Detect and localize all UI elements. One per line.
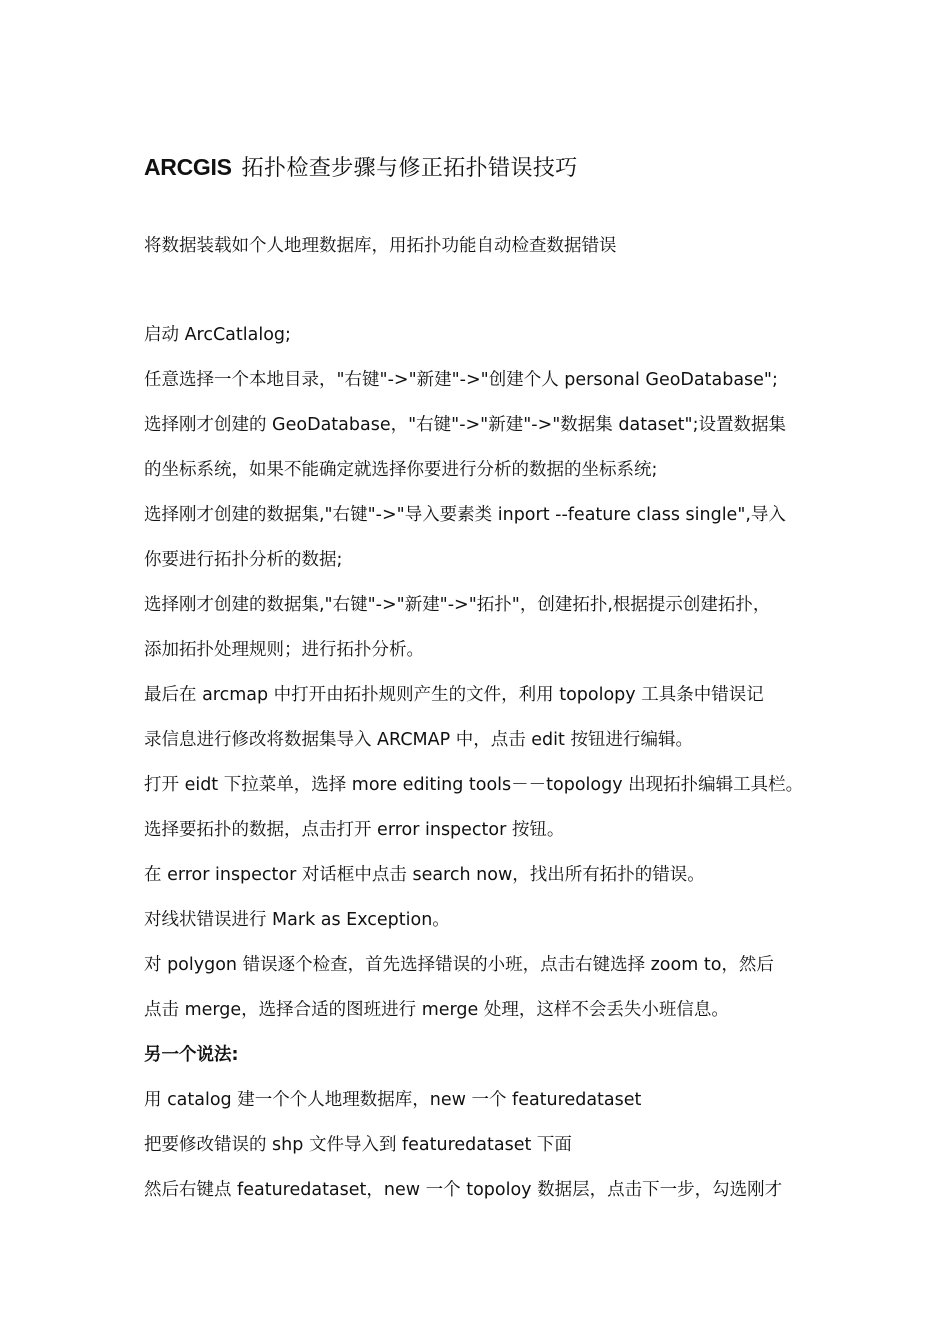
- text-line: 选择刚才创建的 GeoDatabase，"右键"->"新建"->"数据集 dataset";设置数据集: [144, 415, 786, 435]
- text-line: 然后右键点 featuredataset，new 一个 topoloy 数据层，点击下一步，勾选刚才: [144, 1180, 783, 1200]
- text-line: 打开 eidt 下拉菜单，选择 more editing tools－－topology 出现拓扑编辑工具栏。: [144, 775, 804, 795]
- text-line: 在 error inspector 对话框中点击 search now，找出所有拓扑的错误。: [144, 865, 705, 885]
- document-title: [144, 150, 844, 184]
- text-line: 对线状错误进行 Mark as Exception。: [144, 910, 450, 930]
- text-line: 任意选择一个本地目录，"右键"->"新建"->"创建个人 personal GeoDatabase";: [144, 370, 778, 390]
- text-line: 添加拓扑处理规则；进行拓扑分析。: [144, 640, 424, 660]
- text-line: 录信息进行修改将数据集导入 ARCMAP 中，点击 edit 按钮进行编辑。: [144, 730, 693, 750]
- text-line: 点击 merge，选择合适的图班进行 merge 处理，这样不会丢失小班信息。: [144, 1000, 729, 1020]
- title-english: ARCGIS: [144, 154, 232, 180]
- intro-paragraph: 将数据装载如个人地理数据库，用拓扑功能自动检查数据错误: [144, 236, 617, 256]
- section-heading: 另一个说法:: [144, 1045, 239, 1065]
- text-line: 你要进行拓扑分析的数据;: [144, 550, 343, 570]
- text-line: 把要修改错误的 shp 文件导入到 featuredataset 下面: [144, 1135, 572, 1155]
- text-line: 选择刚才创建的数据集,"右键"->"新建"->"拓扑"，创建拓扑,根据提示创建拓扑，: [144, 595, 771, 615]
- body-text: [144, 320, 834, 1220]
- text-line: 最后在 arcmap 中打开由拓扑规则产生的文件，利用 topolopy 工具条中错误记: [144, 685, 764, 705]
- text-line: 的坐标系统，如果不能确定就选择你要进行分析的数据的坐标系统;: [144, 460, 658, 480]
- text-line: 用 catalog 建一个个人地理数据库，new 一个 featuredataset: [144, 1090, 642, 1110]
- text-line: 选择刚才创建的数据集,"右键"->"导入要素类 inport --feature class single",导入: [144, 505, 786, 525]
- text-line: 选择要拓扑的数据，点击打开 error inspector 按钮。: [144, 820, 565, 840]
- text-line: 对 polygon 错误逐个检查，首先选择错误的小班，点击右键选择 zoom to，然后: [144, 955, 774, 975]
- text-line: 启动 ArcCatlalog;: [144, 325, 291, 345]
- title-chinese: 拓扑检查步骤与修正拓扑错误技巧: [241, 156, 578, 181]
